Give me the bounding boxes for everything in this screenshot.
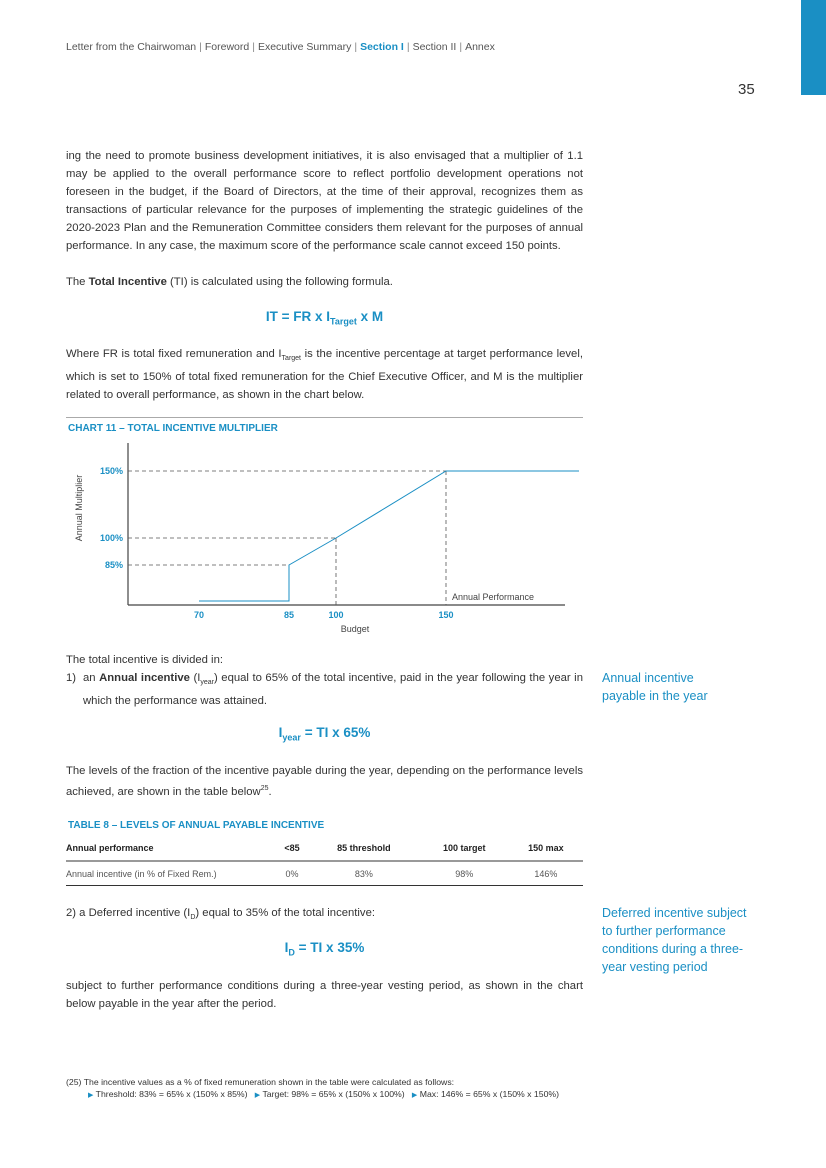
cell: 0% bbox=[276, 861, 308, 886]
formula-main: I bbox=[278, 725, 283, 740]
footnote-item: Target: 98% = 65% x (150% x 100%) bbox=[262, 1089, 405, 1099]
x-tick-label: 85 bbox=[283, 610, 295, 620]
table-title: TABLE 8 – LEVELS OF ANNUAL PAYABLE INCENTIVE bbox=[68, 820, 325, 831]
text: Where FR is total fixed remuneration and I bbox=[66, 348, 282, 360]
nav-section-1[interactable]: Section I bbox=[360, 41, 404, 53]
page-number: 35 bbox=[738, 81, 755, 98]
formula-sub: Target bbox=[330, 316, 357, 327]
text: 2) a Deferred incentive (I bbox=[66, 907, 191, 919]
sidenote-annual-incentive: Annual incentive payable in the year bbox=[602, 671, 708, 703]
footnote-item: Threshold: 83% = 65% x (150% x 85%) bbox=[95, 1089, 248, 1099]
nav-annex[interactable]: Annex bbox=[465, 41, 495, 53]
formula-sub: year bbox=[282, 732, 301, 743]
y-tick-label: 85% bbox=[104, 560, 123, 570]
sidenote-deferred-incentive: Deferred incentive subject to further performance conditions during a three-year vesting period bbox=[602, 906, 747, 974]
formula-end: = TI x 65% bbox=[300, 725, 371, 740]
footnote-intro: (25) The incentive values as a % of fixed remuneration shown in the table were calculated as follows: bbox=[66, 1077, 455, 1087]
triangle-bullet-icon: ▶ bbox=[254, 1092, 261, 1099]
x-tick-label: 100 bbox=[328, 610, 344, 620]
y-tick-label: 100% bbox=[99, 533, 123, 543]
list-item-1 bbox=[66, 669, 583, 710]
formula-main: IT = FR x I bbox=[265, 309, 331, 324]
text: (I bbox=[189, 672, 201, 684]
paragraph-5 bbox=[66, 762, 583, 801]
paragraph-6: subject to further performance conditions during a three-year vesting period, as shown in the chart below payable in the year after the period. bbox=[66, 980, 583, 1010]
text: . bbox=[268, 785, 272, 798]
formula-deferred bbox=[66, 940, 583, 958]
nav-section-2[interactable]: Section II bbox=[412, 41, 457, 53]
text: ) equal to 35% of the total incentive: bbox=[195, 907, 375, 919]
y-axis-label: Annual Multiplier bbox=[74, 474, 84, 542]
nav-foreword[interactable]: Foreword bbox=[204, 41, 250, 53]
triangle-bullet-icon: ▶ bbox=[88, 1092, 94, 1099]
text: is the incentive percentage at target performance level, which is set to 150% of total fixed remuneration for the Chief Executive Officer, and M is the multiplier related to overall performance, as shown in the chart below. bbox=[66, 348, 583, 401]
footnote bbox=[66, 1076, 559, 1102]
footnote-items bbox=[66, 1088, 559, 1102]
col-header: 85 threshold bbox=[308, 843, 420, 861]
subscript: Target bbox=[281, 355, 302, 362]
formula-end: x M bbox=[356, 309, 384, 324]
bold-text: Annual incentive bbox=[99, 672, 190, 684]
x-tick-label: 70 bbox=[193, 610, 205, 620]
annotation-label: Annual Performance bbox=[452, 592, 535, 602]
chart-title: CHART 11 – TOTAL INCENTIVE MULTIPLIER bbox=[68, 423, 278, 434]
paragraph-1: ing the need to promote business development initiatives, it is also envisaged that a multiplier of 1.1 may be applied to the overall performance score to reflect portfolio development operations not foreseen in the budget, if the Board of Directors, at the time of their approval, recognizes them as transactions of particular relevance for the purposes of implementing the strategic guidelines of the 2020-2023 Plan and the Remuneration Committee considers them relevant for the purposes of annual performance. In any case, the maximum score of the performance scale cannot exceed 150 points. bbox=[66, 150, 583, 252]
formula-end: = TI x 35% bbox=[294, 940, 365, 955]
breadcrumb-nav: Letter from the Chairwoman | Foreword | Executive Summary | Section I | Section II | Annex bbox=[66, 41, 495, 53]
x-axis-label: Budget bbox=[340, 624, 370, 634]
annual-incentive-table bbox=[66, 843, 583, 886]
cell: 98% bbox=[420, 861, 509, 886]
subscript: D bbox=[190, 914, 196, 921]
text: an bbox=[83, 672, 100, 684]
cell: Annual incentive (in % of Fixed Rem.) bbox=[66, 861, 276, 886]
table-header-row bbox=[66, 843, 583, 861]
formula-main: I bbox=[284, 940, 289, 955]
text: The levels of the fraction of the incentive payable during the year, depending on the performance levels achieved, are shown in the table below bbox=[66, 765, 583, 798]
table-row bbox=[66, 861, 583, 886]
col-header: 150 max bbox=[509, 843, 583, 861]
y-tick-label: 150% bbox=[99, 466, 123, 476]
formula-annual bbox=[66, 725, 583, 743]
x-tick-label: 150 bbox=[438, 610, 454, 620]
text: (TI) is calculated using the following formula. bbox=[166, 276, 393, 288]
footnote-ref[interactable]: 25 bbox=[260, 785, 269, 792]
col-header: Annual performance bbox=[66, 843, 276, 861]
paragraph-4: The total incentive is divided in: bbox=[66, 654, 223, 666]
formula-sub: D bbox=[288, 947, 295, 958]
text: ) equal to 65% of the total incentive, paid in the year following the year in which the performance was attained. bbox=[83, 672, 583, 707]
list-item-2 bbox=[66, 904, 583, 927]
cell: 83% bbox=[308, 861, 420, 886]
nav-letter[interactable]: Letter from the Chairwoman bbox=[66, 41, 197, 53]
text: The bbox=[66, 276, 89, 288]
triangle-bullet-icon: ▶ bbox=[411, 1092, 418, 1099]
list-number: 1) bbox=[66, 672, 77, 684]
col-header: <85 bbox=[276, 843, 308, 861]
bold-text: Total Incentive bbox=[88, 276, 167, 288]
subscript: year bbox=[200, 679, 214, 686]
footnote-item: Max: 146% = 65% x (150% x 150%) bbox=[419, 1089, 560, 1099]
multiplier-line bbox=[199, 471, 579, 601]
col-header: 100 target bbox=[420, 843, 509, 861]
nav-executive-summary[interactable]: Executive Summary bbox=[257, 41, 352, 53]
cell: 146% bbox=[509, 861, 583, 886]
